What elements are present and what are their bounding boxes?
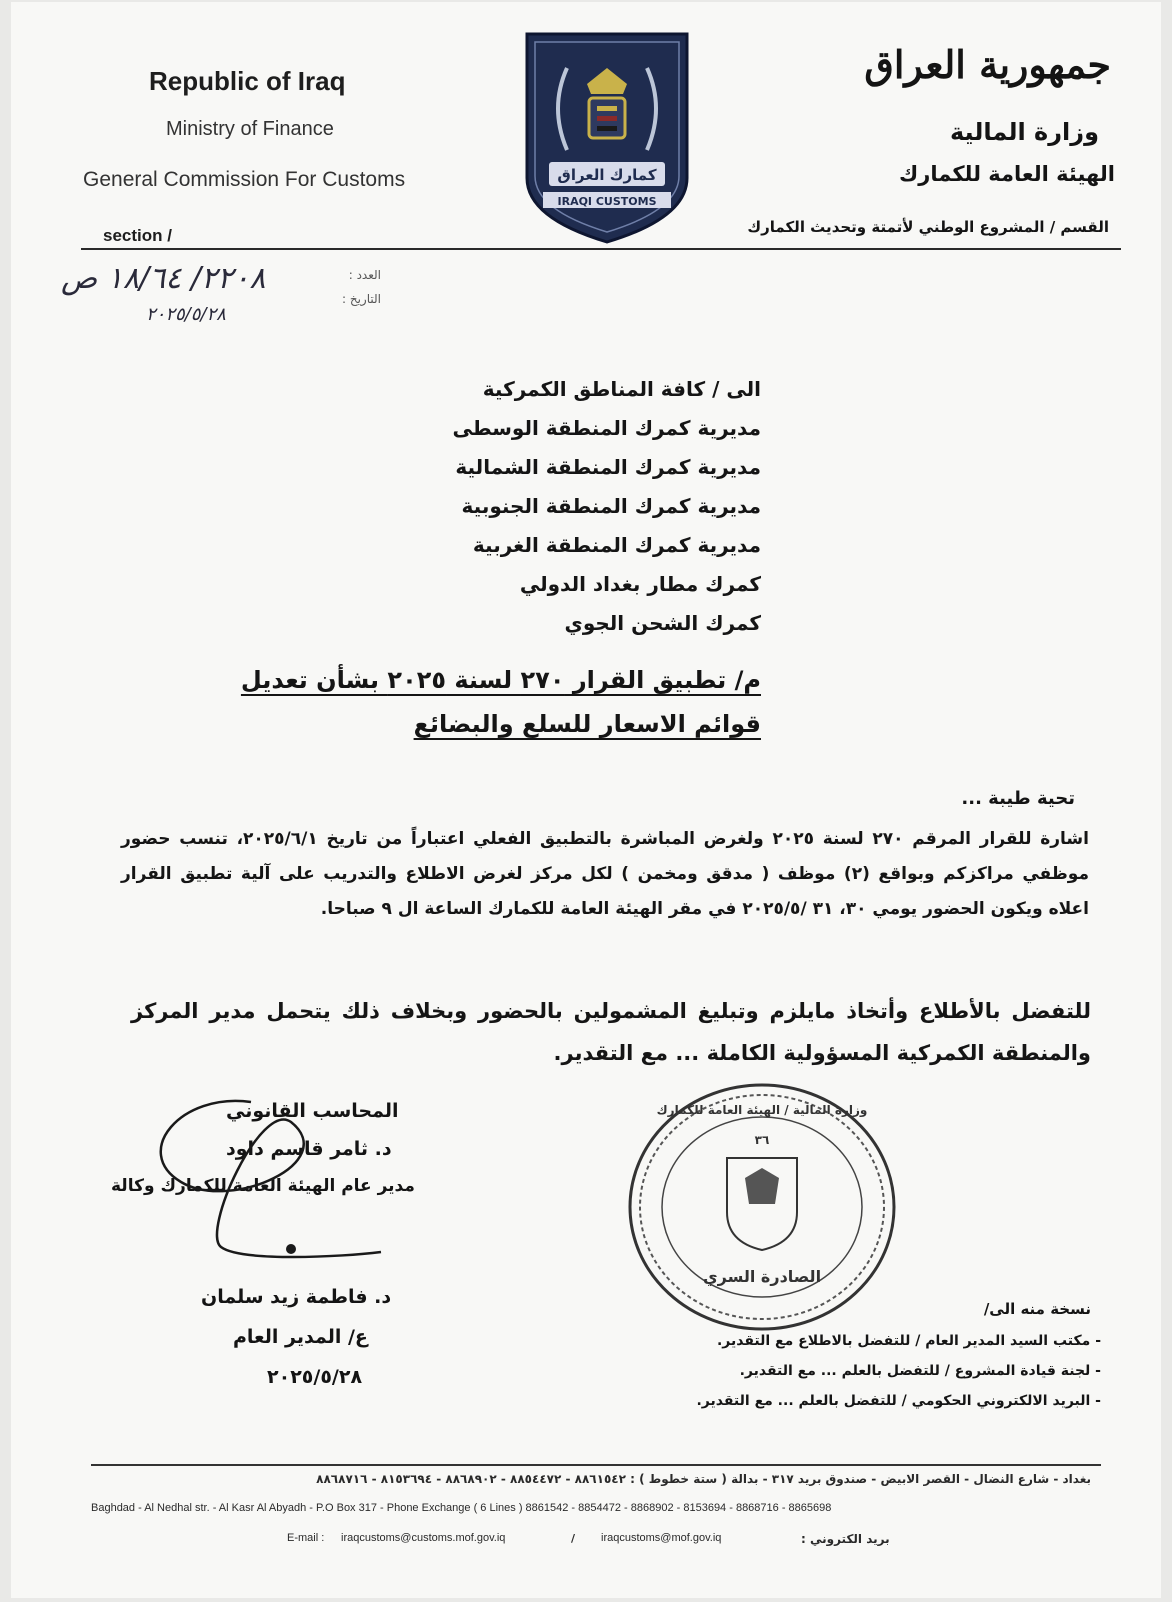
signature-title: المحاسب القانوني (226, 1100, 399, 1122)
recipient-line: مديرية كمرك المنطقة الجنوبية (461, 494, 761, 518)
seal-bottom-text: الصادرة السري (702, 1267, 822, 1286)
official-seal-stamp (617, 1072, 907, 1342)
recipient-line: الى / كافة المناطق الكمركية (482, 377, 761, 401)
footer-email-separator: / (571, 1532, 576, 1545)
subject-line-2: قوائم الاسعار للسلع والبضائع (413, 710, 761, 738)
header-divider (81, 248, 1121, 250)
header-en-commission: General Commission For Customs (83, 168, 406, 191)
handwritten-number: ٢٢٠٨/ ١٨/٦٤ ص (61, 261, 266, 296)
handwritten-date: ٢٠٢٥/٥/٢٨ (146, 304, 226, 325)
signature-name: د. ثامر قاسم داود (226, 1138, 392, 1160)
letter-page (11, 2, 1161, 1598)
emblem-ar-text: كمارك العراق (557, 166, 657, 184)
footer-divider (91, 1464, 1101, 1466)
copy-item: - البريد الالكتروني الحكومي / للتفضل بالعلم ... مع التقدير. (696, 1393, 1101, 1409)
footer-email-label: E-mail : (287, 1532, 325, 1544)
recipient-line: كمرك الشحن الجوي (564, 611, 761, 635)
header-ar-ministry: وزارة المالية (949, 118, 1099, 146)
handwritten-signature (141, 1082, 401, 1272)
seal-ring-text: وزارة المالية / الهيئة العامة للكمارك (656, 1103, 868, 1117)
copies-label: نسخة منه الى/ (983, 1300, 1091, 1318)
signer-name: د. فاطمة زيد سلمان (201, 1286, 392, 1308)
footer-ar-address: بغداد - شارع النضال - القصر الابيض - صندوق بريد ٣١٧ - بدالة ( ستة خطوط ) : ٨٨٦١٥٤٢ - ٨٨٥٤٤٧٢ - ٨٨٦٨٩٠٢ - ٨١٥٣٦٩٤ - ٨٨٦٨٧١٦ (316, 1472, 1091, 1486)
recipient-line: مديرية كمرك المنطقة الغربية (472, 533, 761, 557)
body-paragraph-1: اشارة للقرار المرقم ٢٧٠ لسنة ٢٠٢٥ ولغرض المباشرة بالتطبيق الفعلي اعتباراً من تاريخ ٢٠٢٥/٦/١، تنسب حضور موظفي مراكزكم وبواقع (٢) موظف ( مدقق ومخمن ) لكل مركز لغرض الاطلاع والتدريب على آلية تطبيق القرار اعلاه ويكون الحضور يومي ٣٠، ٣١ /٢٠٢٥/٥ في مقر الهيئة العامة للكمارك الساعة ال ٩ صباحا. (121, 829, 1089, 919)
reference-number-label: العدد : (348, 268, 381, 282)
body-paragraph-2: للتفضل بالأطلاع وأتخاذ مايلزم وتبليغ المشمولين بالحضور وبخلاف ذلك يتحمل مدير المركز والمنطقة الكمركية المسؤولية الكاملة ... مع التقدير. (131, 999, 1091, 1065)
copy-item: - لجنة قيادة المشروع / للتفضل بالعلم ... مع التقدير. (739, 1363, 1101, 1379)
footer-email-1[interactable]: iraqcustoms@customs.mof.gov.iq (341, 1532, 506, 1544)
footer-en-address: Baghdad - Al Nedhal str. - Al Kasr Al Abyadh - P.O Box 317 - Phone Exchange ( 6 Lines ) 8861542 - 8854472 - 8868902 - 8153694 - 8868716 - 8865698 (91, 1502, 832, 1514)
customs-emblem-logo (519, 28, 695, 246)
subject-line-1: م/ تطبيق القرار ٢٧٠ لسنة ٢٠٢٥ بشأن تعديل (240, 666, 761, 694)
copy-item: - مكتب السيد المدير العام / للتفضل بالاطلاع مع التقدير. (716, 1333, 1101, 1349)
reference-date-label: التاريخ : (341, 292, 381, 306)
recipients-list (453, 370, 761, 643)
greeting: تحية طيبة ... (961, 788, 1075, 809)
signature-position: مدير عام الهيئة العامة للكمارك وكالة (111, 1176, 415, 1196)
signer-date: ٢٠٢٥/٥/٢٨ (267, 1366, 363, 1388)
signer-role: ع/ المدير العام (233, 1326, 368, 1348)
header-ar-country: جمهورية العراق (864, 42, 1111, 87)
footer-email-label-ar: بريد الكتروني : (801, 1532, 890, 1546)
recipient-line: مديرية كمرك المنطقة الوسطى (452, 416, 761, 440)
header-ar-section: القسم / المشروع الوطني لأتمتة وتحديث الكمارك (747, 218, 1109, 236)
copies-list (696, 1326, 1101, 1416)
recipient-line: كمرك مطار بغداد الدولي (519, 572, 761, 596)
seal-number: ٣٦ (754, 1133, 770, 1147)
footer-email-2[interactable]: iraqcustoms@mof.gov.iq (601, 1532, 722, 1544)
recipient-line: مديرية كمرك المنطقة الشمالية (455, 455, 761, 479)
header-en-ministry: Ministry of Finance (166, 118, 334, 140)
header-en-country: Republic of Iraq (149, 66, 346, 96)
header-en-section: section / (103, 226, 172, 245)
header-ar-commission: الهيئة العامة للكمارك (899, 162, 1115, 186)
emblem-en-text: IRAQI CUSTOMS (557, 195, 657, 208)
